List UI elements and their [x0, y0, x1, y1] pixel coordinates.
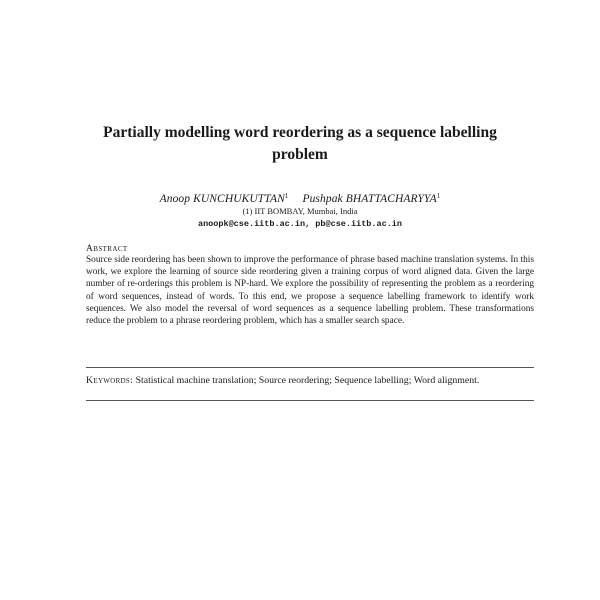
paper-title: Partially modelling word reordering as a sequence labelling problem: [103, 124, 497, 163]
keywords-top-rule: [86, 367, 534, 368]
abstract-heading: Abstract: [86, 244, 128, 254]
affiliation: (1) IIT BOMBAY, Mumbai, India: [242, 206, 358, 216]
affiliation-mark: 1: [436, 192, 441, 200]
abstract-body: Source side reordering has been shown to improve the performance of phrase based machine translation systems. In this work, we explore the learning of source side reordering given a training corpus of word aligned data. Given the large number of re-orderings this problem is NP-hard. We explore the possibility of representing the problem as a reordering of word sequences, instead of words. To this end, we propose a sequence labelling framework to identify work sequences. We also model the reversal of word sequences as a sequence labelling problem. These transformations reduce the problem to a phrase reordering problem, which has a smaller search space.: [86, 255, 534, 327]
affiliation-mark: 1: [284, 192, 289, 200]
keywords-bottom-rule: [86, 400, 534, 401]
keywords-block: [86, 374, 534, 388]
keywords-label: Keywords:: [86, 375, 134, 386]
keywords-text: Statistical machine translation; Source reordering; Sequence labelling; Word alignment.: [135, 375, 480, 386]
author-name: Pushpak BHATTACHARYYA: [302, 193, 437, 205]
author-name: Anoop KUNCHUKUTTAN: [159, 193, 285, 205]
author-emails: anoopk@cse.iitb.ac.in, pb@cse.iitb.ac.in: [197, 219, 403, 229]
